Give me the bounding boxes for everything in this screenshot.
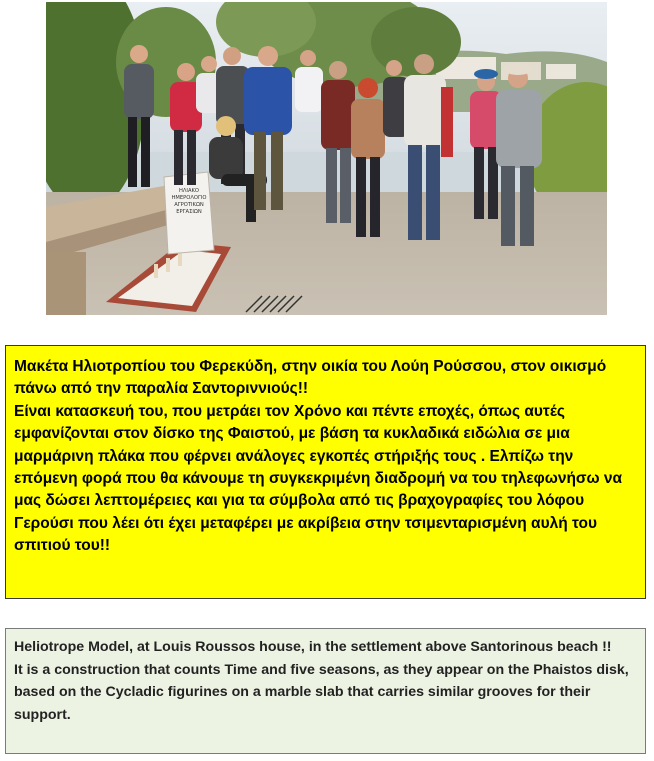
group-photo-illustration <box>46 2 607 315</box>
sign-line-2: ΗΜΕΡΟΛΟΓΙΟ <box>171 195 207 201</box>
greek-caption-paragraph-2: Είναι κατασκευή του, που μετράει τον Χρόνο και πέντε εποχές, όπως αυτές εμφανίζονται στον δίσκο της Φαιστού, με βάση τα κυκλαδικά ειδώλια σε μια μαρμάρινη πλάκα που φέρνει ανάλογες εγκοπές στήριξής τους . Ελπίζω την επόμενη φορά που θα κάνουμε τη συγκεκριμένη διαδρομή να του τηλεφωνήσω να μας δώσει λεπτομέρειες και για τα σύμβολα από τις βραχογραφίες του λόφου Γερούσι που λέει ότι έχει μεταφέρει με ακρίβεια στην τσιμενταρισμένη αυλή του σπιτιού του!! <box>14 402 623 555</box>
sign-line-1: ΗΛΙΑΚΟ <box>178 188 200 194</box>
english-caption-box <box>5 628 646 754</box>
sign-line-4: ΕΡΓΑΣΙΩΝ <box>176 209 202 215</box>
group-photo <box>46 2 607 315</box>
english-caption-paragraph-1: Heliotrope Model, at Louis Roussos house, in the settlement above Santorinous beach !! <box>14 639 612 655</box>
english-caption-paragraph-2: It is a construction that counts Time and five seasons, as they appear on the Phaistos disk, based on the Cycladic figurines on a marble slab that carries similar grooves for their support. <box>14 661 629 723</box>
greek-caption-box <box>5 345 646 599</box>
greek-caption-paragraph-1: Μακέτα Ηλιοτροπίου του Φερεκύδη, στην οικία του Λούη Ρούσσου, στον οικισμό πάνω από την παραλία Σαντοριννιούς!! <box>14 358 607 398</box>
sign-line-3: ΑΓΡΟΤΙΚΩΝ <box>174 202 204 208</box>
